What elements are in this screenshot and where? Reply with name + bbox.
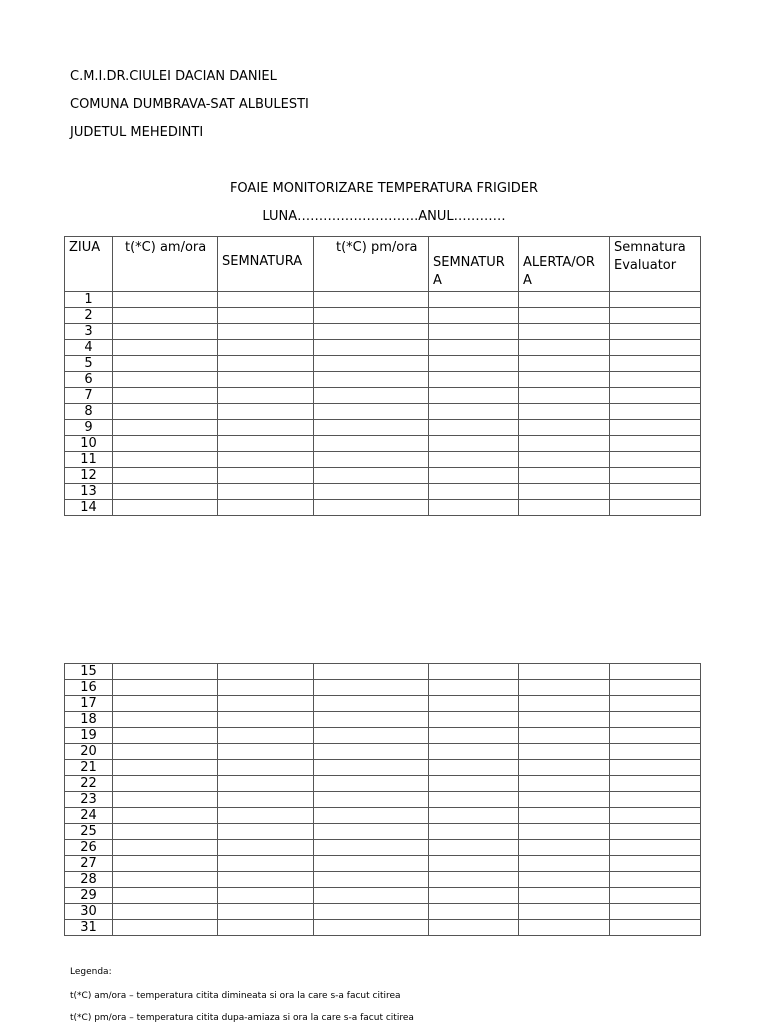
- temp-pm-cell[interactable]: [314, 388, 429, 404]
- evaluator-signature-cell[interactable]: [610, 712, 701, 728]
- signature-pm-cell[interactable]: [429, 452, 519, 468]
- signature-pm-cell[interactable]: [429, 680, 519, 696]
- signature-am-cell[interactable]: [218, 840, 314, 856]
- alert-cell[interactable]: [519, 680, 610, 696]
- temp-am-cell[interactable]: [113, 728, 218, 744]
- temp-pm-cell[interactable]: [314, 372, 429, 388]
- col-header-day-label: ZIUA: [69, 240, 101, 255]
- table-row: [65, 388, 701, 404]
- table-row: [65, 420, 701, 436]
- signature-pm-cell[interactable]: [429, 388, 519, 404]
- signature-am-cell[interactable]: [218, 324, 314, 340]
- temp-am-cell[interactable]: [113, 500, 218, 516]
- table-row: [65, 744, 701, 760]
- signature-pm-cell[interactable]: [429, 728, 519, 744]
- table-row: [65, 840, 701, 856]
- table-header-row: [65, 237, 701, 292]
- evaluator-signature-cell[interactable]: [610, 680, 701, 696]
- temp-pm-cell[interactable]: [314, 840, 429, 856]
- alert-cell[interactable]: [519, 308, 610, 324]
- temp-am-cell[interactable]: [113, 696, 218, 712]
- temp-pm-cell[interactable]: [314, 664, 429, 680]
- alert-cell[interactable]: [519, 484, 610, 500]
- alert-cell[interactable]: [519, 452, 610, 468]
- alert-cell[interactable]: [519, 728, 610, 744]
- table-row: [65, 776, 701, 792]
- day-number-cell: 21: [65, 760, 113, 776]
- alert-cell[interactable]: [519, 920, 610, 936]
- temp-pm-cell[interactable]: [314, 760, 429, 776]
- signature-pm-cell[interactable]: [429, 324, 519, 340]
- table-row: [65, 500, 701, 516]
- document-title: FOAIE MONITORIZARE TEMPERATURA FRIGIDER: [229, 181, 539, 196]
- day-number-cell: 26: [65, 840, 113, 856]
- temp-pm-cell[interactable]: [314, 712, 429, 728]
- signature-pm-cell[interactable]: [429, 904, 519, 920]
- day-number-cell: 16: [65, 680, 113, 696]
- temp-am-cell[interactable]: [113, 356, 218, 372]
- month-year-line: LUNA……………………….ANUL…………: [262, 209, 506, 224]
- temp-pm-cell[interactable]: [314, 340, 429, 356]
- col-header-alert-label: ALERTA/OR A: [523, 255, 595, 288]
- temp-am-cell[interactable]: [113, 792, 218, 808]
- temp-am-cell[interactable]: [113, 680, 218, 696]
- table-row: [65, 372, 701, 388]
- alert-cell[interactable]: [519, 840, 610, 856]
- alert-cell[interactable]: [519, 712, 610, 728]
- temp-am-cell[interactable]: [113, 484, 218, 500]
- signature-am-cell[interactable]: [218, 744, 314, 760]
- signature-am-cell[interactable]: [218, 760, 314, 776]
- temp-pm-cell[interactable]: [314, 696, 429, 712]
- temp-pm-cell[interactable]: [314, 356, 429, 372]
- temp-am-cell[interactable]: [113, 420, 218, 436]
- temp-pm-cell[interactable]: [314, 308, 429, 324]
- evaluator-signature-cell[interactable]: [610, 696, 701, 712]
- table-row: [65, 824, 701, 840]
- signature-pm-cell[interactable]: [429, 888, 519, 904]
- table-row: [65, 356, 701, 372]
- alert-cell[interactable]: [519, 792, 610, 808]
- legend-line-am: t(*C) am/ora – temperatura citita dimineata si ora la care s-a facut citirea: [70, 991, 401, 1001]
- alert-cell[interactable]: [519, 372, 610, 388]
- table-row: [65, 664, 701, 680]
- alert-cell[interactable]: [519, 856, 610, 872]
- signature-am-cell[interactable]: [218, 404, 314, 420]
- signature-pm-cell[interactable]: [429, 664, 519, 680]
- alert-cell[interactable]: [519, 468, 610, 484]
- table-row: [65, 760, 701, 776]
- signature-am-cell[interactable]: [218, 340, 314, 356]
- alert-cell[interactable]: [519, 436, 610, 452]
- table-row: [65, 452, 701, 468]
- temp-pm-cell[interactable]: [314, 728, 429, 744]
- day-number-cell: 9: [65, 420, 113, 436]
- temp-am-cell[interactable]: [113, 468, 218, 484]
- col-header-signature-pm: [429, 237, 519, 292]
- signature-pm-cell[interactable]: [429, 468, 519, 484]
- table-row: [65, 792, 701, 808]
- day-number-cell: 2: [65, 308, 113, 324]
- day-number-cell: 3: [65, 324, 113, 340]
- evaluator-signature-cell[interactable]: [610, 484, 701, 500]
- temp-am-cell[interactable]: [113, 904, 218, 920]
- table-row: [65, 324, 701, 340]
- temp-am-cell[interactable]: [113, 840, 218, 856]
- temp-am-cell[interactable]: [113, 888, 218, 904]
- temp-am-cell[interactable]: [113, 760, 218, 776]
- table-row: [65, 872, 701, 888]
- day-number-cell: 10: [65, 436, 113, 452]
- temp-am-cell[interactable]: [113, 664, 218, 680]
- table-row: [65, 292, 701, 308]
- evaluator-signature-cell[interactable]: [610, 340, 701, 356]
- signature-am-cell[interactable]: [218, 500, 314, 516]
- signature-am-cell[interactable]: [218, 436, 314, 452]
- table-body-part-1: [65, 292, 701, 516]
- evaluator-signature-cell[interactable]: [610, 808, 701, 824]
- alert-cell[interactable]: [519, 744, 610, 760]
- legend-title: Legenda:: [70, 967, 112, 977]
- temp-pm-cell[interactable]: [314, 436, 429, 452]
- evaluator-signature-cell[interactable]: [610, 372, 701, 388]
- day-number-cell: 29: [65, 888, 113, 904]
- day-number-cell: 4: [65, 340, 113, 356]
- signature-pm-cell[interactable]: [429, 340, 519, 356]
- signature-am-cell[interactable]: [218, 696, 314, 712]
- evaluator-signature-cell[interactable]: [610, 404, 701, 420]
- signature-am-cell[interactable]: [218, 356, 314, 372]
- signature-pm-cell[interactable]: [429, 500, 519, 516]
- temp-pm-cell[interactable]: [314, 872, 429, 888]
- alert-cell[interactable]: [519, 808, 610, 824]
- day-number-cell: 24: [65, 808, 113, 824]
- signature-am-cell[interactable]: [218, 664, 314, 680]
- legend-line-pm: t(*C) pm/ora – temperatura citita dupa-amiaza si ora la care s-a facut citirea: [70, 1013, 414, 1023]
- signature-am-cell[interactable]: [218, 904, 314, 920]
- signature-pm-cell[interactable]: [429, 356, 519, 372]
- signature-am-cell[interactable]: [218, 856, 314, 872]
- signature-am-cell[interactable]: [218, 292, 314, 308]
- alert-cell[interactable]: [519, 824, 610, 840]
- temp-am-cell[interactable]: [113, 340, 218, 356]
- evaluator-signature-cell[interactable]: [610, 664, 701, 680]
- day-number-cell: 19: [65, 728, 113, 744]
- evaluator-signature-cell[interactable]: [610, 292, 701, 308]
- temp-pm-cell[interactable]: [314, 292, 429, 308]
- table-row: [65, 808, 701, 824]
- col-header-signature-pm-label: SEMNATUR A: [433, 255, 505, 288]
- temp-am-cell[interactable]: [113, 856, 218, 872]
- day-number-cell: 23: [65, 792, 113, 808]
- signature-pm-cell[interactable]: [429, 292, 519, 308]
- signature-am-cell[interactable]: [218, 372, 314, 388]
- day-number-cell: 22: [65, 776, 113, 792]
- alert-cell[interactable]: [519, 388, 610, 404]
- alert-cell[interactable]: [519, 664, 610, 680]
- signature-pm-cell[interactable]: [429, 696, 519, 712]
- alert-cell[interactable]: [519, 340, 610, 356]
- temp-pm-cell[interactable]: [314, 904, 429, 920]
- temp-pm-cell[interactable]: [314, 324, 429, 340]
- temp-am-cell[interactable]: [113, 872, 218, 888]
- temp-pm-cell[interactable]: [314, 744, 429, 760]
- evaluator-signature-cell[interactable]: [610, 920, 701, 936]
- evaluator-signature-cell[interactable]: [610, 888, 701, 904]
- temp-am-cell[interactable]: [113, 308, 218, 324]
- day-number-cell: 7: [65, 388, 113, 404]
- alert-cell[interactable]: [519, 500, 610, 516]
- signature-pm-cell[interactable]: [429, 308, 519, 324]
- signature-am-cell[interactable]: [218, 792, 314, 808]
- temp-am-cell[interactable]: [113, 712, 218, 728]
- alert-cell[interactable]: [519, 292, 610, 308]
- signature-pm-cell[interactable]: [429, 776, 519, 792]
- day-number-cell: 25: [65, 824, 113, 840]
- col-header-signature-am-label: SEMNATURA: [222, 254, 303, 269]
- table-row: [65, 308, 701, 324]
- alert-cell[interactable]: [519, 324, 610, 340]
- day-number-cell: 15: [65, 664, 113, 680]
- signature-am-cell[interactable]: [218, 920, 314, 936]
- signature-pm-cell[interactable]: [429, 484, 519, 500]
- signature-am-cell[interactable]: [218, 808, 314, 824]
- temperature-table-part-1: [64, 236, 701, 516]
- temp-am-cell[interactable]: [113, 824, 218, 840]
- signature-pm-cell[interactable]: [429, 840, 519, 856]
- table-row: [65, 696, 701, 712]
- day-number-cell: 27: [65, 856, 113, 872]
- signature-pm-cell[interactable]: [429, 824, 519, 840]
- alert-cell[interactable]: [519, 776, 610, 792]
- signature-pm-cell[interactable]: [429, 436, 519, 452]
- table-row: [65, 856, 701, 872]
- temp-am-cell[interactable]: [113, 452, 218, 468]
- evaluator-signature-cell[interactable]: [610, 420, 701, 436]
- alert-cell[interactable]: [519, 872, 610, 888]
- clinic-county: JUDETUL MEHEDINTI: [70, 125, 204, 140]
- temp-pm-cell[interactable]: [314, 824, 429, 840]
- day-number-cell: 6: [65, 372, 113, 388]
- signature-am-cell[interactable]: [218, 452, 314, 468]
- table-row: [65, 436, 701, 452]
- table-row: [65, 404, 701, 420]
- temp-pm-cell[interactable]: [314, 776, 429, 792]
- temp-pm-cell[interactable]: [314, 920, 429, 936]
- temp-am-cell[interactable]: [113, 372, 218, 388]
- clinic-address: COMUNA DUMBRAVA-SAT ALBULESTI: [70, 97, 309, 112]
- signature-pm-cell[interactable]: [429, 420, 519, 436]
- evaluator-signature-cell[interactable]: [610, 824, 701, 840]
- table-body-part-2: [65, 664, 701, 936]
- clinic-name: C.M.I.DR.CIULEI DACIAN DANIEL: [70, 69, 277, 84]
- signature-pm-cell[interactable]: [429, 372, 519, 388]
- temp-am-cell[interactable]: [113, 744, 218, 760]
- temp-pm-cell[interactable]: [314, 468, 429, 484]
- signature-pm-cell[interactable]: [429, 760, 519, 776]
- col-header-alert: [519, 237, 610, 292]
- temp-am-cell[interactable]: [113, 388, 218, 404]
- alert-cell[interactable]: [519, 904, 610, 920]
- signature-pm-cell[interactable]: [429, 920, 519, 936]
- day-number-cell: 30: [65, 904, 113, 920]
- day-number-cell: 13: [65, 484, 113, 500]
- temperature-table-part-2: [64, 663, 701, 936]
- evaluator-signature-cell[interactable]: [610, 904, 701, 920]
- temp-am-cell[interactable]: [113, 324, 218, 340]
- day-number-cell: 1: [65, 292, 113, 308]
- col-header-temp-am: [113, 237, 218, 292]
- table-row: [65, 712, 701, 728]
- table-row: [65, 728, 701, 744]
- temp-pm-cell[interactable]: [314, 792, 429, 808]
- signature-am-cell[interactable]: [218, 388, 314, 404]
- signature-am-cell[interactable]: [218, 888, 314, 904]
- temp-pm-cell[interactable]: [314, 484, 429, 500]
- evaluator-signature-cell[interactable]: [610, 760, 701, 776]
- signature-pm-cell[interactable]: [429, 744, 519, 760]
- evaluator-signature-cell[interactable]: [610, 308, 701, 324]
- day-number-cell: 12: [65, 468, 113, 484]
- temp-am-cell[interactable]: [113, 920, 218, 936]
- temp-pm-cell[interactable]: [314, 404, 429, 420]
- day-number-cell: 17: [65, 696, 113, 712]
- signature-am-cell[interactable]: [218, 712, 314, 728]
- table-row: [65, 888, 701, 904]
- evaluator-signature-cell[interactable]: [610, 776, 701, 792]
- day-number-cell: 5: [65, 356, 113, 372]
- evaluator-signature-cell[interactable]: [610, 728, 701, 744]
- table-row: [65, 340, 701, 356]
- signature-am-cell[interactable]: [218, 420, 314, 436]
- temp-pm-cell[interactable]: [314, 452, 429, 468]
- alert-cell[interactable]: [519, 404, 610, 420]
- evaluator-signature-cell[interactable]: [610, 744, 701, 760]
- table-row: [65, 920, 701, 936]
- day-number-cell: 14: [65, 500, 113, 516]
- temp-pm-cell[interactable]: [314, 808, 429, 824]
- signature-pm-cell[interactable]: [429, 872, 519, 888]
- signature-pm-cell[interactable]: [429, 792, 519, 808]
- alert-cell[interactable]: [519, 420, 610, 436]
- alert-cell[interactable]: [519, 760, 610, 776]
- signature-am-cell[interactable]: [218, 872, 314, 888]
- col-header-temp-pm-label: t(*C) pm/ora: [336, 240, 418, 255]
- evaluator-signature-cell[interactable]: [610, 436, 701, 452]
- evaluator-signature-cell[interactable]: [610, 452, 701, 468]
- col-header-day: [65, 237, 113, 292]
- evaluator-signature-cell[interactable]: [610, 872, 701, 888]
- temp-am-cell[interactable]: [113, 404, 218, 420]
- evaluator-signature-cell[interactable]: [610, 792, 701, 808]
- col-header-temp-pm: [314, 237, 429, 292]
- signature-am-cell[interactable]: [218, 728, 314, 744]
- signature-am-cell[interactable]: [218, 308, 314, 324]
- signature-am-cell[interactable]: [218, 824, 314, 840]
- alert-cell[interactable]: [519, 888, 610, 904]
- signature-am-cell[interactable]: [218, 484, 314, 500]
- table-row: [65, 468, 701, 484]
- day-number-cell: 31: [65, 920, 113, 936]
- temp-am-cell[interactable]: [113, 292, 218, 308]
- temp-pm-cell[interactable]: [314, 888, 429, 904]
- day-number-cell: 8: [65, 404, 113, 420]
- temp-am-cell[interactable]: [113, 436, 218, 452]
- temp-pm-cell[interactable]: [314, 680, 429, 696]
- col-header-signature-am: [218, 237, 314, 292]
- evaluator-signature-cell[interactable]: [610, 500, 701, 516]
- day-number-cell: 18: [65, 712, 113, 728]
- table-row: [65, 904, 701, 920]
- signature-pm-cell[interactable]: [429, 856, 519, 872]
- alert-cell[interactable]: [519, 696, 610, 712]
- col-header-temp-am-label: t(*C) am/ora: [125, 240, 207, 255]
- evaluator-signature-cell[interactable]: [610, 468, 701, 484]
- signature-am-cell[interactable]: [218, 468, 314, 484]
- evaluator-signature-cell[interactable]: [610, 840, 701, 856]
- table-row: [65, 484, 701, 500]
- signature-am-cell[interactable]: [218, 776, 314, 792]
- evaluator-signature-cell[interactable]: [610, 324, 701, 340]
- signature-pm-cell[interactable]: [429, 712, 519, 728]
- day-number-cell: 28: [65, 872, 113, 888]
- signature-am-cell[interactable]: [218, 680, 314, 696]
- evaluator-signature-cell[interactable]: [610, 388, 701, 404]
- temp-pm-cell[interactable]: [314, 500, 429, 516]
- temp-pm-cell[interactable]: [314, 420, 429, 436]
- evaluator-signature-cell[interactable]: [610, 856, 701, 872]
- col-header-evaluator: [610, 237, 701, 292]
- table-row: [65, 680, 701, 696]
- temp-am-cell[interactable]: [113, 776, 218, 792]
- temp-am-cell[interactable]: [113, 808, 218, 824]
- alert-cell[interactable]: [519, 356, 610, 372]
- day-number-cell: 20: [65, 744, 113, 760]
- signature-pm-cell[interactable]: [429, 404, 519, 420]
- day-number-cell: 11: [65, 452, 113, 468]
- signature-pm-cell[interactable]: [429, 808, 519, 824]
- col-header-evaluator-label: Semnatura Evaluator: [614, 240, 686, 273]
- evaluator-signature-cell[interactable]: [610, 356, 701, 372]
- temp-pm-cell[interactable]: [314, 856, 429, 872]
